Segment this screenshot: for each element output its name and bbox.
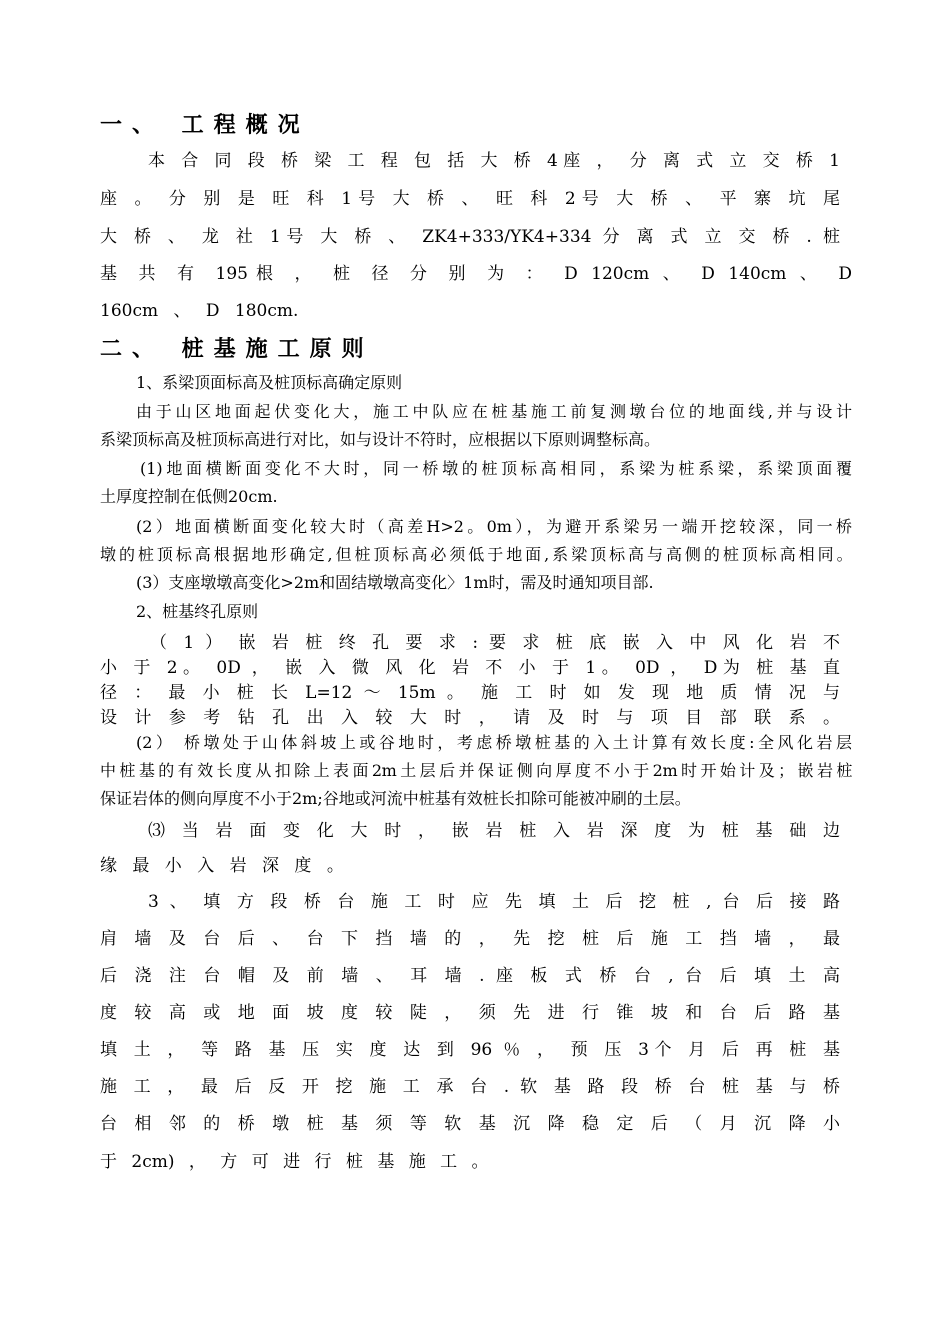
paragraph-line: (2） 桥墩处于山体斜坡上或谷地时，考虑桥墩桩基的入土计算有效长度:全风化岩层 [136,733,852,752]
paragraph-line: 大 桥 、 龙 社 1号 大 桥 、 ZK4+333/YK4+334 分 离 式 立 交 桥 . 桩 [100,227,840,247]
paragraph-line: 座 。 分 别 是 旺 科 1号 大 桥 、 旺 科 2号 大 桥 、 平 寨 坑 尾 [100,189,840,209]
paragraph-line: (2）地面横断面变化较大时（高差H>2。0m），为避开系梁另一端开挖较深，同一桥 [136,517,852,536]
paragraph-line: 设 计 参 考 钻 孔 出 入 较 大 时 ， 请 及 时 与 项 目 部 联 系 。 [100,708,840,728]
paragraph-line: ⑶ 当 岩 面 变 化 大 时 ， 嵌 岩 桩 入 岩 深 度 为 桩 基 础 边 [148,821,840,841]
paragraph-line: 台 相 邻 的 桥 墩 桩 基 须 等 软 基 沉 降 稳 定 后 （ 月 沉 降 小 [100,1114,840,1134]
paragraph-line: 填 土 ， 等 路 基 压 实 度 达 到 96 ％ ， 预 压 3个 月 后 再 桩 基 [100,1040,840,1060]
paragraph-line: 160cm 、 D 180cm. [100,301,299,321]
paragraph-line: 后 浇 注 台 帽 及 前 墙 、 耳 墙 . 座 板 式 桥 台 , 台 后 填 土 高 [100,966,840,986]
paragraph-line: 中桩基的有效长度从扣除上表面2m土层后并保证侧向厚度不小于2m时开始计及；嵌岩桩 [100,761,852,780]
paragraph-line: （ 1 ） 嵌 岩 桩 终 孔 要 求 : 要 求 桩 底 嵌 入 中 风 化 岩 不 [150,633,840,653]
paragraph-line: 由于山区地面起伏变化大，施工中队应在桩基施工前复测墩台位的地面线,并与设计 [136,402,852,421]
paragraph-line: 系梁顶标高及桩顶标高进行对比，如与设计不符时，应根据以下原则调整标高。 [100,430,661,449]
paragraph-line: 保证岩体的侧向厚度不小于2m;谷地或河流中桩基有效桩长扣除可能被冲刷的土层。 [100,789,691,808]
paragraph-line: 本 合 同 段 桥 梁 工 程 包 括 大 桥 4座 ， 分 离 式 立 交 桥 1 [148,151,840,171]
section-heading-pile-principles: 二、 桩基施工原则 [100,337,374,362]
paragraph-line: (3）支座墩墩高变化>2m和固结墩墩高变化〉1m时，需及时通知项目部. [136,573,654,592]
paragraph-line: 基 共 有 195根 ， 桩 径 分 别 为 ： D 120cm 、 D 140cm 、 D [100,264,852,284]
subsection-title-final-hole: 2、桩基终孔原则 [136,602,259,621]
subsection-title-elevation: 1、系梁顶面标高及桩顶标高确定原则 [136,373,403,392]
paragraph-line: 3 、 填 方 段 桥 台 施 工 时 应 先 填 土 后 挖 桩 , 台 后 接 路 [148,892,840,912]
paragraph-line: 径 ： 最 小 桩 长 L=12 ～ 15m 。 施 工 时 如 发 现 地 质 情 况 与 [100,683,840,703]
paragraph-line: 施 工 ， 最 后 反 开 挖 施 工 承 台 . 软 基 路 段 桥 台 桩 基 与 桥 [100,1077,840,1097]
paragraph-line: 缘 最 小 入 岩 深 度 。 [100,856,344,876]
paragraph-line: 于 2cm) ， 方 可 进 行 桩 基 施 工 。 [100,1152,489,1172]
paragraph-line: 肩 墙 及 台 后 、 台 下 挡 墙 的 ， 先 挖 桩 后 施 工 挡 墙 ， 最 [100,929,840,949]
paragraph-line: (1)地面横断面变化不大时，同一桥墩的桩顶标高相同，系梁为桩系梁，系梁顶面覆 [140,459,852,478]
paragraph-line: 土厚度控制在低侧20cm. [100,487,278,506]
paragraph-line: 墩的桩顶标高根据地形确定,但桩顶标高必须低于地面,系梁顶标高与高侧的桩顶标高相同。 [100,545,852,564]
paragraph-line: 小 于 2。 0D ， 嵌 入 微 风 化 岩 不 小 于 1。 0D ， D为 桩 基 直 [100,658,840,678]
paragraph-line: 度 较 高 或 地 面 坡 度 较 陡 ， 须 先 进 行 锥 坡 和 台 后 路 基 [100,1003,840,1023]
section-heading-overview: 一、 工程概况 [100,113,310,138]
